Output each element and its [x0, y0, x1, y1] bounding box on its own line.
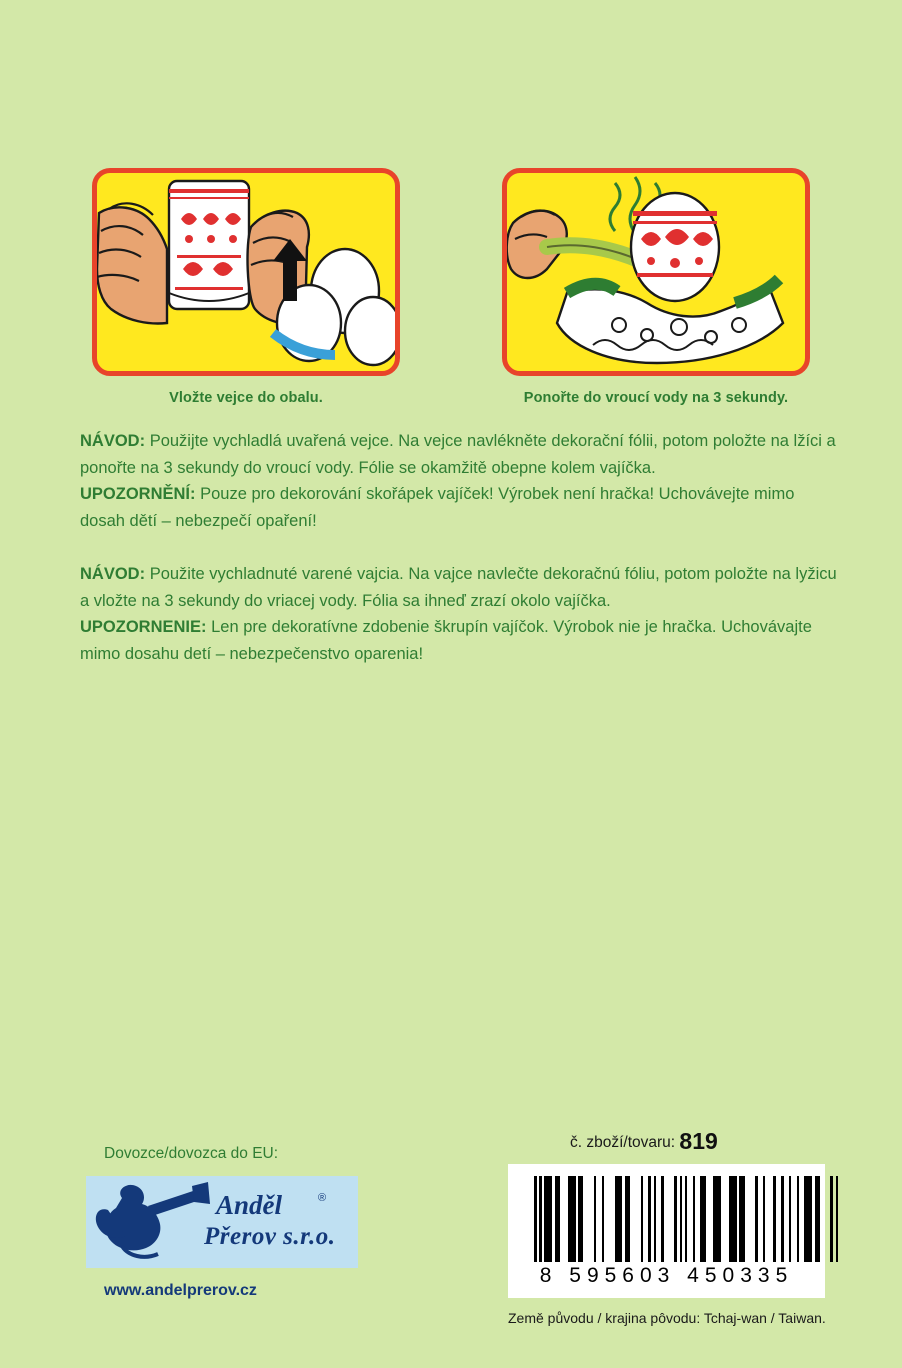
instructions-sk-howto-label: NÁVOD: — [80, 564, 146, 583]
panel-step-2 — [501, 168, 811, 406]
angel-with-trumpet-icon — [92, 1180, 212, 1268]
panel-caption-1: Vložte vejce do obalu. — [169, 390, 323, 406]
instructions-cs-warning — [80, 481, 840, 534]
goods-number-value: 819 — [679, 1128, 718, 1154]
company-website[interactable]: www.andelprerov.cz — [104, 1282, 257, 1299]
illustration-panels — [0, 168, 902, 406]
hand-spoon-egg-boiling-water-illustration — [507, 173, 805, 371]
instructions-cs-warning-text: Pouze pro dekorování skořápek vajíček! Výrobek není hračka! Uchovávejte mimo dosah dětí – nebezpečí opaření! — [80, 485, 795, 531]
instructions-cs-howto-text: Použijte vychladlá uvařená vejce. Na vejce navlékněte dekorační fólii, potom položte na lžíci a ponořte na 3 sekundy do vroucí vody. Fólie se okamžitě obepne kolem vajíčka. — [80, 432, 836, 477]
instructions-sk-howto — [80, 561, 840, 614]
instructions-cs-warning-label: UPOZORNĚNÍ: — [80, 485, 196, 504]
panel-frame-1 — [92, 168, 400, 376]
barcode-digits: 8 595603 450335 — [539, 1264, 794, 1287]
instructions-sk-warning-label: UPOZORNENIE: — [80, 618, 207, 637]
logo-brand-text: Anděl — [216, 1190, 283, 1220]
goods-number-label: č. zboží/tovaru: — [570, 1134, 676, 1151]
panel-frame-2 — [502, 168, 810, 376]
instructions-cs-howto — [80, 428, 840, 481]
country-of-origin: Země původu / krajina pôvodu: Tchaj-wan / Taiwan. — [508, 1310, 826, 1326]
instructions-cs-howto-label: NÁVOD: — [80, 432, 146, 450]
instructions-sk-howto-text: Použite vychladnuté varené vajcia. Na vajce navlečte dekoračnú fóliu, potom položte na lyžicu a vložte na 3 sekundy do vriacej vody. Fólia sa ihneď zrazí okolo vajíčka. — [80, 564, 837, 610]
logo-registered-mark: ® — [318, 1192, 327, 1204]
panel-step-1 — [91, 168, 401, 406]
panel-caption-2: Ponořte do vroucí vody na 3 sekundy. — [523, 390, 789, 406]
barcode — [508, 1164, 825, 1298]
goods-number-line — [570, 1128, 718, 1155]
importer-label: Dovozce/dovozca do EU: — [104, 1145, 279, 1162]
instructions-sk-warning-text: Len pre dekoratívne zdobenie škrupín vajíčok. Výrobok nie je hračka. Uchovávajte mimo dosahu detí – nebezpečenstvo oparenia! — [80, 618, 812, 664]
instructions-sk-warning — [80, 614, 840, 667]
hands-sleeve-egg-illustration — [97, 173, 395, 371]
barcode-bars — [534, 1176, 838, 1262]
instructions-block — [80, 428, 840, 668]
logo-subtitle-text: Přerov s.r.o. — [204, 1223, 336, 1250]
company-logo — [86, 1176, 358, 1268]
instructions-spacer — [80, 535, 840, 561]
